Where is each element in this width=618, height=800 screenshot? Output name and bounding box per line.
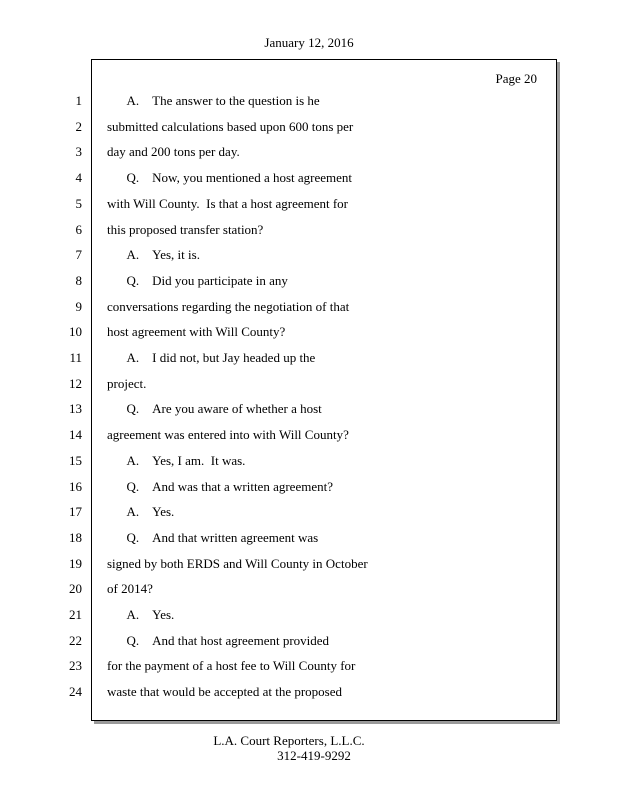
line-text: Q. And was that a written agreement? [107,478,333,494]
transcript-line [0,298,560,316]
transcript-line [0,426,560,444]
line-text: Q. Now, you mentioned a host agreement [107,170,353,186]
header-date: January 12, 2016 [264,35,354,50]
line-number: 20 [69,581,82,597]
line-text: this proposed transfer station? [107,221,264,237]
line-number: 16 [69,478,82,494]
line-text: Q. Are you aware of whether a host [107,401,322,417]
transcript-line [0,529,560,547]
line-number: 3 [75,144,82,160]
transcript-line [0,375,560,393]
line-text: A. I did not, but Jay headed up the [107,350,316,365]
line-number: 2 [75,118,82,134]
line-text: Q. And that host agreement provided [107,632,330,648]
transcript-line [0,118,560,136]
line-text: A. Yes, I am. It was. [107,452,246,468]
line-number: 19 [69,555,82,571]
transcript-line [0,580,560,598]
line-text: with Will County. Is that a host agreement for [107,195,349,211]
line-number: 21 [69,607,82,622]
line-text: submitted calculations based upon 600 tons per [107,118,354,134]
line-number: 11 [69,350,82,365]
transcript-line [0,452,560,470]
line-number: 14 [69,427,82,443]
line-number: 5 [75,195,82,211]
transcript-line [0,246,560,264]
line-text: agreement was entered into with Will County? [107,427,349,443]
transcript-line [0,503,560,521]
line-number: 12 [69,375,82,391]
line-text: A. Yes. [107,504,175,520]
line-number: 24 [69,684,82,700]
transcript-line [0,92,560,110]
line-number: 8 [75,272,82,288]
transcript-line [0,478,560,496]
transcript-line [0,169,560,187]
page-number: Page 20 [495,71,537,86]
line-number: 15 [69,452,82,468]
transcript-line [0,323,560,341]
footer-phone: 312-419-9292 [277,748,351,763]
line-text: Q. And that written agreement was [107,529,319,545]
line-number: 10 [69,324,82,340]
line-number: 23 [69,658,82,674]
transcript-line [0,221,560,239]
line-number: 7 [75,247,82,263]
line-text: A. Yes, it is. [107,247,200,263]
transcript-line [0,683,560,701]
line-number: 1 [75,93,82,108]
line-text: waste that would be accepted at the proposed [107,684,342,700]
transcript-line [0,400,560,418]
line-number: 9 [75,298,82,314]
line-text: of 2014? [107,581,153,597]
footer-firm-name: L.A. Court Reporters, L.L.C. [213,733,365,748]
transcript-line [0,555,560,573]
transcript-line [0,349,560,367]
line-text: conversations regarding the negotiation of that [107,298,350,314]
transcript-line [0,606,560,624]
line-text: for the payment of a host fee to Will County for [107,658,356,674]
line-text: A. The answer to the question is he [107,93,320,108]
line-text: host agreement with Will County? [107,324,286,340]
line-number: 13 [69,401,82,417]
line-text: day and 200 tons per day. [107,144,240,160]
transcript-line [0,195,560,213]
line-text: project. [107,375,147,391]
line-text: signed by both ERDS and Will County in October [107,555,368,571]
line-text: Q. Did you participate in any [107,272,288,288]
line-number: 4 [75,170,82,186]
line-number: 18 [69,529,82,545]
transcript-line [0,272,560,290]
line-number: 22 [69,632,82,648]
transcript-line [0,632,560,650]
line-number: 6 [75,221,82,237]
transcript-line [0,143,560,161]
transcript-line [0,657,560,675]
line-text: A. Yes. [107,607,175,622]
line-number: 17 [69,504,82,520]
